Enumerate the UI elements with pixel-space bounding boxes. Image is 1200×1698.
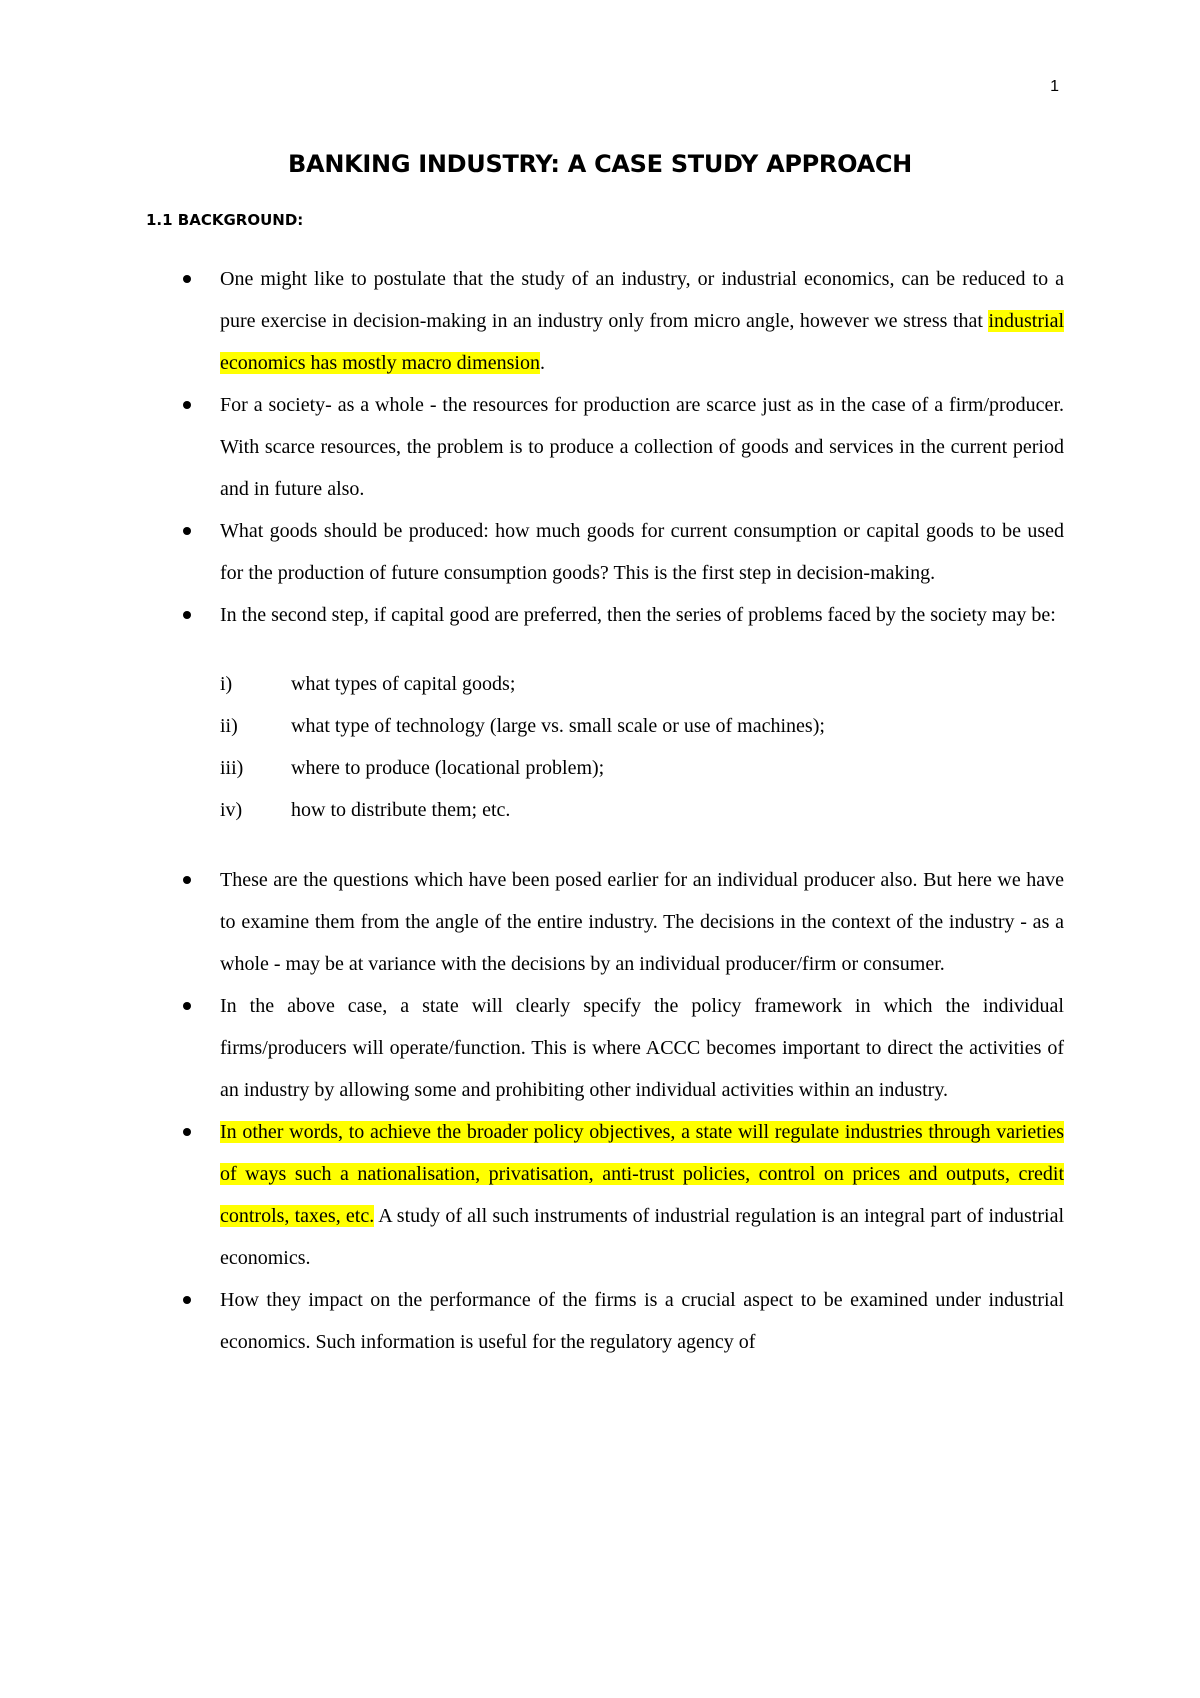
- paragraph-text: One might like to postulate that the study of an industry, or industrial economics, can be reduced to a pure exercise in decision-making in an industry only from micro angle, however we stress that: [220, 268, 1064, 332]
- list-item-text: where to produce (locational problem);: [291, 757, 605, 779]
- list-item: [175, 594, 1064, 636]
- section-heading: 1.1 BACKGROUND:: [146, 211, 304, 229]
- bullet-icon: [183, 876, 191, 884]
- paragraph-text-end: A study of all such instruments of industrial regulation is an integral part of industrial economics.: [220, 1205, 1065, 1269]
- list-numeral: ii): [220, 715, 238, 737]
- list-item: [175, 384, 1064, 510]
- list-numeral: iii): [220, 757, 244, 779]
- list-item: [175, 859, 1064, 985]
- roman-numeral-list: [175, 663, 1064, 831]
- list-item-text: what type of technology (large vs. small scale or use of machines);: [291, 715, 825, 737]
- highlighted-text: In other words, to achieve the broader policy objectives, a state will regulate industries through varieties of ways such a nationalisation, privatisation, anti-trust policies, control on prices and outputs, credit controls, taxes, etc.: [220, 1121, 1064, 1227]
- list-numeral: i): [220, 673, 233, 695]
- list-item: [175, 705, 1064, 747]
- document-title: BANKING INDUSTRY: A CASE STUDY APPROACH: [288, 150, 912, 178]
- paragraph-text: For a society- as a whole - the resources for production are scarce just as in the case of a firm/producer. With scarce resources, the problem is to produce a collection of goods and services in the current period and in future also.: [220, 394, 1064, 500]
- bullet-icon: [183, 275, 191, 283]
- paragraph-text: How they impact on the performance of the firms is a crucial aspect to be examined under industrial economics. Such information is useful for the regulatory agency of: [220, 1289, 1064, 1353]
- bullet-icon: [183, 401, 191, 409]
- list-item: [175, 510, 1064, 594]
- bullet-icon: [183, 1128, 191, 1136]
- document-body: [175, 258, 1064, 1363]
- bullet-list-2: [175, 859, 1064, 1363]
- list-item: [175, 985, 1064, 1111]
- bullet-icon: [183, 611, 191, 619]
- paragraph-text: In the second step, if capital good are preferred, then the series of problems faced by the society may be:: [220, 604, 1056, 626]
- list-item: [175, 1111, 1064, 1279]
- paragraph-text-end: .: [539, 352, 545, 374]
- highlighted-text: industrial economics has mostly macro dimension: [220, 310, 1064, 374]
- list-item: [175, 1279, 1064, 1363]
- list-item: [175, 747, 1064, 789]
- page-number: 1: [1050, 78, 1059, 95]
- paragraph-text: What goods should be produced: how much goods for current consumption or capital goods to be used for the production of future consumption goods? This is the first step in decision-making.: [220, 520, 1064, 584]
- list-item: [175, 258, 1064, 384]
- list-item-text: how to distribute them; etc.: [291, 799, 511, 821]
- bullet-icon: [183, 1296, 191, 1304]
- bullet-icon: [183, 527, 191, 535]
- list-item: [175, 789, 1064, 831]
- list-numeral: iv): [220, 799, 243, 821]
- bullet-list-1: [175, 258, 1064, 636]
- paragraph-text: These are the questions which have been posed earlier for an individual producer also. But here we have to examine them from the angle of the entire industry. The decisions in the context of the industry - as a whole - may be at variance with the decisions by an individual producer/firm or consumer.: [220, 869, 1064, 975]
- list-item-text: what types of capital goods;: [291, 673, 516, 695]
- list-item: [175, 663, 1064, 705]
- bullet-icon: [183, 1002, 191, 1010]
- paragraph-text: In the above case, a state will clearly specify the policy framework in which the individual firms/producers will operate/function. This is where ACCC becomes important to direct the activities of an industry by allowing some and prohibiting other individual activities within an industry.: [220, 995, 1064, 1101]
